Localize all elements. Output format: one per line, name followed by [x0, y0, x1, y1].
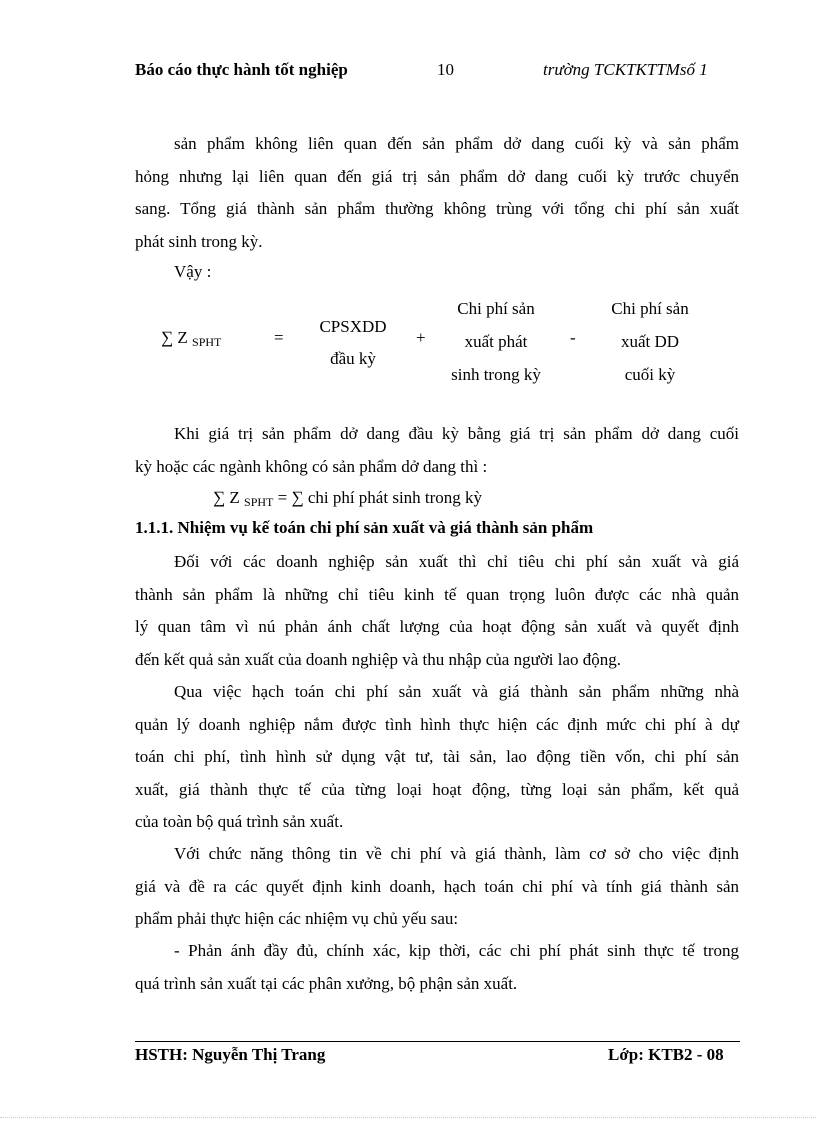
- minus-sign: -: [570, 328, 576, 347]
- footer-student: HSTH: Nguyễn Thị Trang: [135, 1045, 326, 1064]
- footer-class: Lớp: KTB2 - 08: [608, 1045, 724, 1064]
- term-line: sinh trong kỳ: [451, 365, 541, 384]
- text-line: kỳ hoặc các ngành không có sản phẩm dở dang thì :: [135, 456, 488, 476]
- text-line: sản phẩm không liên quan đến sản phẩm dở dang cuối kỳ và sản phẩm: [174, 134, 739, 153]
- text-line: Với chức năng thông tin về chi phí và giá thành, làm cơ sở cho việc định: [174, 844, 739, 863]
- subscript: SPHT: [192, 335, 222, 349]
- text-line: Đối với các doanh nghiệp sản xuất thì chỉ tiêu chi phí sản xuất và giá: [174, 552, 739, 571]
- page-number: 10: [437, 60, 454, 79]
- term-line: Chi phí sản: [457, 299, 535, 318]
- formula-lhs: [161, 328, 221, 350]
- formula-rhs: = ∑ chi phí phát sinh trong kỳ: [277, 488, 483, 507]
- paragraph-5: [135, 838, 739, 936]
- text-line: phẩm phải thực hiện các nhiệm vụ chủ yếu sau:: [135, 909, 459, 928]
- z-symbol: Z: [229, 488, 240, 507]
- term-line: xuất DD: [620, 332, 680, 351]
- text-line: - Phản ánh đầy đủ, chính xác, kịp thời, các chi phí phát sinh thực tế trong: [174, 941, 739, 960]
- term-period-cost: [436, 292, 556, 391]
- text-line: sang. Tổng giá thành sản phẩm thường không trùng với tổng chi phí sản xuất: [135, 199, 739, 218]
- subscript: SPHT: [244, 495, 274, 509]
- term-line: đầu kỳ: [330, 349, 376, 368]
- formula-simplified: [213, 488, 482, 510]
- term-line: Chi phí sản: [611, 299, 689, 318]
- term-line: CPSXDD: [319, 317, 387, 336]
- text-line: quá trình sản xuất tại các phân xưởng, bộ phận sản xuất.: [135, 973, 518, 993]
- text-line: lý quan tâm vì nú phản ánh chất lượng của hoạt động sản xuất và quyết định: [135, 617, 739, 636]
- header-title: Báo cáo thực hành tốt nghiệp: [135, 60, 348, 79]
- term-line: xuất phát: [464, 332, 528, 351]
- text-line: toán chi phí, tình hình sử dụng vật tư, tài sản, lao động tiền vốn, chi phí sản: [135, 747, 739, 766]
- text-line: quản lý doanh nghiệp nắm được tình hình thực hiện các định mức chi phí à dự: [135, 714, 739, 734]
- paragraph-1: [135, 128, 739, 258]
- text-line: hỏng nhưng lại liên quan đến giá trị sản phẩm dở dang cuối kỳ trước chuyển: [135, 166, 739, 186]
- sigma-symbol: ∑: [161, 328, 174, 347]
- vay-label: Vậy :: [174, 262, 212, 281]
- paragraph-2: [135, 418, 739, 483]
- plus-sign: +: [416, 328, 426, 347]
- page-bottom-border: [0, 1117, 816, 1118]
- sigma-symbol: ∑: [213, 488, 226, 507]
- text-line: của toàn bộ quá trình sản xuất.: [135, 812, 344, 831]
- text-line: thành sản phẩm là những chỉ tiêu kinh tế quan trọng luôn được các nhà quản: [135, 584, 739, 604]
- term-closing-wip: [592, 292, 708, 391]
- equals-sign: =: [274, 328, 284, 347]
- text-line: Khi giá trị sản phẩm dở dang đầu kỳ bằng giá trị sản phẩm dở dang cuối: [174, 424, 739, 443]
- paragraph-3: [135, 546, 739, 676]
- paragraph-6: [135, 935, 739, 1000]
- text-line: Qua việc hạch toán chi phí sản xuất và giá thành sản phẩm những nhà: [174, 682, 739, 701]
- header-school: trường TCKTKTTMsố 1: [543, 60, 708, 79]
- text-line: xuất, giá thành thực tế của từng loại hoạt động, từng loại sản phẩm, kết quả: [135, 779, 739, 799]
- text-line: đến kết quả sản xuất của doanh nghiệp và thu nhập của người lao động.: [135, 649, 622, 669]
- term-line: cuối kỳ: [624, 365, 676, 384]
- z-symbol: Z: [177, 328, 188, 347]
- text-line: phát sinh trong kỳ.: [135, 231, 263, 251]
- section-heading: 1.1.1. Nhiệm vụ kế toán chi phí sản xuất và giá thành sản phẩm: [135, 518, 594, 537]
- footer-divider: [135, 1041, 740, 1042]
- term-opening-wip: [305, 311, 401, 375]
- text-line: giá và đề ra các quyết định kinh doanh, hạch toán chi phí và tính giá thành sản: [135, 876, 739, 896]
- paragraph-4: [135, 676, 739, 839]
